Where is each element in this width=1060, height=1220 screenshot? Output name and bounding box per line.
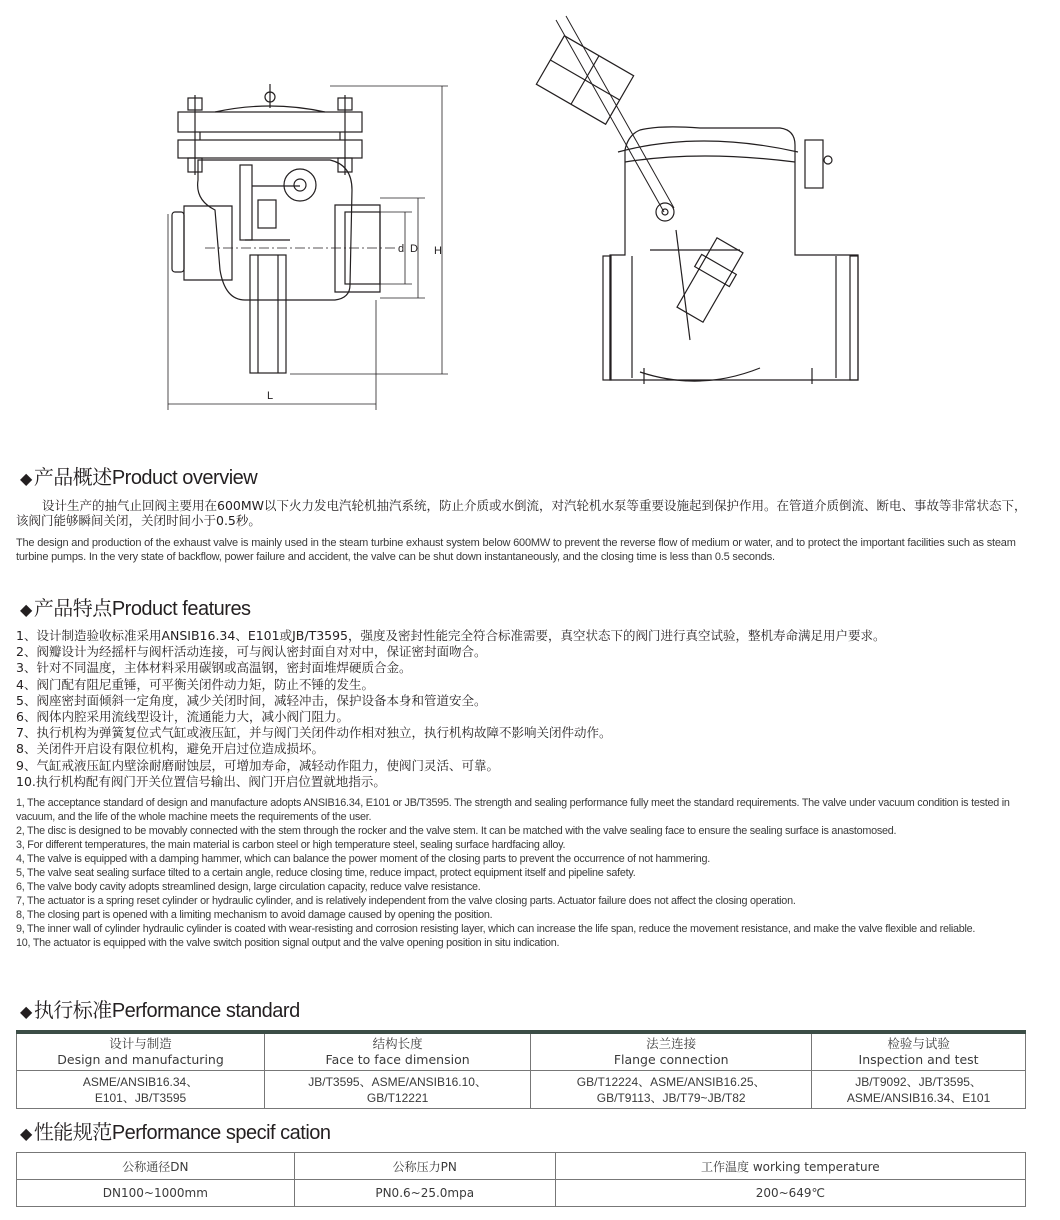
table-cell (17, 1071, 265, 1109)
feature-item-en: 8, The closing part is opened with a limiting mechanism to avoid damage caused by opening the position. (16, 909, 493, 921)
standard-table (16, 1030, 1026, 1109)
table-cell (531, 1071, 812, 1109)
specification-table (16, 1152, 1026, 1207)
diamond-bullet-icon: ◆ (20, 600, 32, 619)
features-heading (20, 596, 251, 622)
dimension-labels (267, 243, 442, 402)
table-header-cell (812, 1032, 1026, 1071)
cell-line: JB/T9092、JB/T3595、 (855, 1074, 982, 1089)
table-row (17, 1180, 1026, 1207)
header-cn: 法兰连接 (646, 1036, 697, 1051)
side-view-drawing (536, 16, 858, 384)
cell-line: ASME/ANSIB16.34、 (82, 1074, 199, 1089)
header-cn: 结构长度 (372, 1036, 423, 1051)
diamond-bullet-icon: ◆ (20, 1124, 32, 1143)
table-header-cell (531, 1032, 812, 1071)
specification-heading-en: Performance specif cation (111, 1122, 331, 1144)
standard-heading (20, 998, 300, 1024)
dimension-length-label: L (267, 390, 274, 402)
table-cell: 200~649℃ (555, 1180, 1025, 1207)
overview-text-cn: 设计生产的抽气止回阀主要用在600MW以下火力发电汽轮机抽汽系统，防止介质或水倒流，对汽轮机水泵等重要设施起到保护作用。在管道介质倒流、断电、事故等非常状态下，该阀门能够瞬间关闭，关闭时间小于0.5秒。 (16, 498, 1027, 528)
feature-item-en: 7, The actuator is a spring reset cylinder or hydraulic cylinder, and is relatively independent from the valve closing parts. Actuator failure does not affect the closing operation. (16, 895, 796, 907)
cell-line: ASME/ANSIB16.34、E101 (846, 1090, 991, 1105)
header-cn: 设计与制造 (109, 1036, 172, 1051)
feature-item-cn: 2、阀瓣设计为经摇杆与阀杆活动连接，可与阀认密封面自对对中，保证密封面吻合。 (16, 644, 487, 660)
standard-heading-en: Performance standard (111, 1000, 300, 1022)
feature-item-cn: 7、执行机构为弹簧复位式气缸或液压缸，并与阀门关闭件动作相对独立，执行机构故障不影响关闭件动作。 (16, 725, 612, 741)
table-header-cell: 工作温度 working temperature (555, 1153, 1025, 1180)
feature-item-cn: 9、气缸戒液压缸内壁涂耐磨耐蚀层，可增加寿命，减轻动作阻力，使阀门灵活、可靠。 (16, 757, 499, 773)
table-header-cell: 公称通径DN (17, 1153, 295, 1180)
header-en: Flange connection (613, 1052, 729, 1067)
standard-heading-cn: 执行标准 (33, 998, 112, 1022)
specification-heading (20, 1120, 331, 1146)
valve-technical-drawings (0, 0, 1060, 440)
table-header-cell: 公称压力PN (294, 1153, 555, 1180)
header-cn: 检验与试验 (887, 1036, 950, 1051)
feature-item-cn: 10.执行机构配有阀门开关位置信号输出、阀门开启位置就地指示。 (16, 773, 386, 789)
feature-item-cn: 1、设计制造验收标准采用ANSIB16.34、E101或JB/T3595，强度及密封性能完全符合标准需要，真空状态下的阀门进行真空试验，整机寿命满足用户要求。 (16, 628, 886, 643)
table-header-cell (265, 1032, 531, 1071)
feature-item-en: 4, The valve is equipped with a damping hammer, which can balance the power moment of the closing parts to prevent the occurrence of not hammering. (16, 853, 711, 865)
table-header-cell (17, 1032, 265, 1071)
feature-item-en: 3, For different temperatures, the main material is carbon steel or high temperature steel, sealing surface hardfacing alloy. (16, 839, 566, 851)
header-en: Inspection and test (858, 1052, 979, 1067)
feature-item-en: 5, The valve seat sealing surface tilted to a certain angle, reduce closing time, reduce impact, protect equipment itself and pipeline safety. (16, 867, 636, 879)
features-list-en (16, 796, 1032, 950)
cell-line: GB/T12224、ASME/ANSIB16.25、 (576, 1074, 766, 1089)
cell-line: E101、JB/T3595 (94, 1090, 187, 1105)
cell-line: JB/T3595、ASME/ANSIB16.10、 (308, 1074, 487, 1089)
overview-heading (20, 465, 257, 491)
feature-item-cn: 8、关闭件开启设有限位机构，避免开启过位造成损坏。 (16, 741, 324, 757)
table-row (17, 1153, 1026, 1180)
diamond-bullet-icon: ◆ (20, 1002, 32, 1021)
feature-item-en: 10, The actuator is equipped with the valve switch position signal output and the valve opening position in situ indication. (16, 937, 560, 949)
table-cell (265, 1071, 531, 1109)
table-cell: DN100~1000mm (17, 1180, 295, 1207)
features-heading-en: Product features (111, 598, 251, 620)
dimension-bore-large-label: D (410, 243, 418, 255)
feature-item-en: 9, The inner wall of cylinder hydraulic cylinder is coated with wear-resisting and corrosion resisting layer, which can increase the life span, reduce the movement resistance, and make the valve flexible and reliable. (16, 923, 976, 935)
cell-line: GB/T9113、JB/T79~JB/T82 (596, 1090, 746, 1105)
dimension-height-label: H (434, 245, 442, 257)
table-cell: PN0.6~25.0mpa (294, 1180, 555, 1207)
dimension-bore-small-label: d (398, 243, 405, 255)
feature-item-en: 6, The valve body cavity adopts streamlined design, large circulation capacity, reduce valve resistance. (16, 881, 481, 893)
overview-text-en: The design and production of the exhaust valve is mainly used in the steam turbine exhaust system below 600MW to prevent the reverse flow of medium or water, and to protect the important facilities such as steam turbine pumps. In the very state of backflow, power failure and accident, the valve can be shut down instantaneously, and the closing time is less than 0.5 seconds. (16, 537, 1016, 563)
feature-item-cn: 3、针对不同温度，主体材料采用碳钢或高温钢，密封面堆焊硬质合金。 (16, 660, 412, 676)
table-row (17, 1032, 1026, 1071)
feature-item-en: 1, The acceptance standard of design and manufacture adopts ANSIB16.34, E101 or JB/T3595. The strength and sealing performance fully meet the standard requirements. The valve under vacuum condition is tested in vacuum, and the life of the whole machine meets the requirements of the user. (16, 797, 1010, 823)
cell-line: GB/T12221 (366, 1090, 429, 1105)
feature-item-cn: 6、阀体内腔采用流线型设计，流通能力大，减小阀门阻力。 (16, 709, 349, 725)
overview-heading-en: Product overview (111, 467, 258, 489)
feature-item-en: 2, The disc is designed to be movably connected with the stem through the rocker and the valve stem. It can be matched with the valve sealing face to ensure the sealing surface is anastomosed. (16, 825, 897, 837)
feature-item-cn: 4、阀门配有阻尼重锤，可平衡关闭件动力矩，防止不锤的发生。 (16, 676, 374, 692)
table-row (17, 1071, 1026, 1109)
front-view-drawing (168, 84, 448, 410)
specification-heading-cn: 性能规范 (33, 1120, 112, 1144)
feature-item-cn: 5、阀座密封面倾斜一定角度，减少关闭时间，减轻冲击，保护设备本身和管道安全。 (16, 692, 487, 708)
diamond-bullet-icon: ◆ (20, 469, 32, 488)
table-cell (812, 1071, 1026, 1109)
features-list-cn (16, 628, 1036, 790)
overview-heading-cn: 产品概述 (33, 465, 112, 489)
header-en: Face to face dimension (325, 1052, 470, 1067)
header-en: Design and manufacturing (57, 1052, 224, 1067)
features-heading-cn: 产品特点 (33, 596, 112, 620)
